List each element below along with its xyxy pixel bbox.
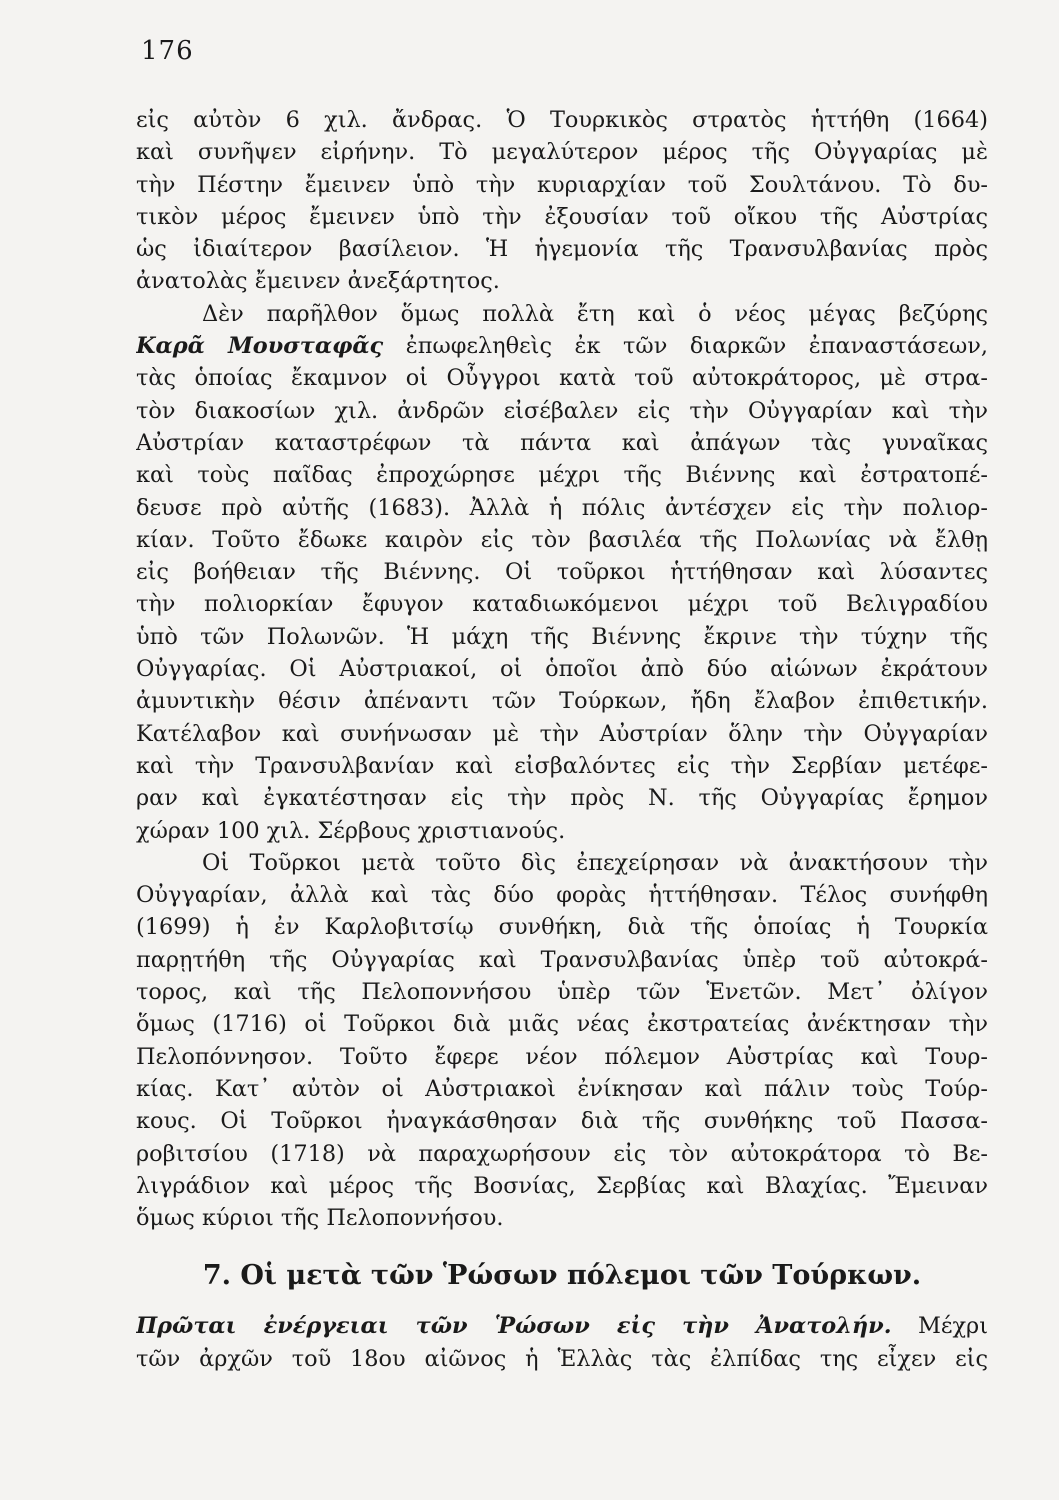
text-run: ἐπωφεληθεὶς ἐκ τῶν διαρκῶν ἐπαναστάσεων, (383, 333, 988, 360)
text-line: παρῃτήθη τῆς Οὐγγαρίας καὶ Τρανσυλβανίας ὑπὲρ τοῦ αὐτοκρά- (136, 946, 988, 973)
paragraph-hungary-peace (136, 104, 988, 298)
text-line: καὶ τοὺς παῖδας ἐπροχώρησε μέχρι τῆς Βιέννης καὶ ἐστρατοπέ- (136, 462, 988, 489)
text-line: λιγράδιον καὶ μέρος τῆς Βοσνίας, Σερβίας καὶ Βλαχίας. Ἔμειναν (136, 1172, 988, 1199)
text-line: ραν καὶ ἐγκατέστησαν εἰς τὴν πρὸς Ν. τῆς Οὐγγαρίας ἔρημον (136, 785, 988, 812)
text-line: εἰς αὐτὸν 6 χιλ. ἄνδρας. Ὁ Τουρκικὸς στρατὸς ἡττήθη (1664) (136, 107, 988, 133)
section-heading: 7. Οἱ μετὰ τῶν Ῥώσων πόλεμοι τῶν Τούρκων. (202, 1260, 922, 1292)
text-line: δευσε πρὸ αὐτῆς (1683). Ἀλλὰ ἡ πόλις ἀντέσχεν εἰς τὴν πολιορ- (136, 494, 988, 521)
paragraph-russian-actions (136, 1310, 988, 1375)
text-line (136, 330, 988, 362)
text-line: Πελοπόννησον. Τοῦτο ἔφερε νέον πόλεμον Αὐστρίας καὶ Τουρ- (136, 1043, 988, 1070)
text-line: ροβιτσίου (1718) νὰ παραχωρήσουν εἰς τὸν αὐτοκράτορα τὸ Βε- (136, 1140, 988, 1167)
text-line: Οὐγγαρίας. Οἱ Αὐστριακοί, οἱ ὁποῖοι ἀπὸ δύο αἰώνων ἐκράτουν (136, 656, 988, 683)
text-line: καὶ τὴν Τρανσυλβανίαν καὶ εἰσβαλόντες εἰς τὴν Σερβίαν μετέφε- (136, 752, 988, 779)
text-line: Δὲν παρῆλθον ὅμως πολλὰ ἔτη καὶ ὁ νέος μέγας βεζύρης (202, 300, 988, 327)
text-line: ἀμυντικὴν θέσιν ἀπέναντι τῶν Τούρκων, ἤδη ἔλαβον ἐπιθετικήν. (136, 688, 988, 715)
text-line: τὴν πολιορκίαν ἔφυγον καταδιωκόμενοι μέχρι τοῦ Βελιγραδίου (136, 591, 988, 618)
paragraph-subheading: Πρῶται ἐνέργειαι τῶν Ῥώσων εἰς τὴν Ἀνατολήν. (136, 1313, 892, 1340)
text-line: ὡς ἰδιαίτερον βασίλειον. Ἡ ἡγεμονία τῆς Τρανσυλβανίας πρὸς (136, 236, 988, 263)
page-number: 176 (141, 36, 194, 66)
text-line: (1699) ἡ ἐν Καρλοβιτσίῳ συνθήκη, διὰ τῆς ὁποίας ἡ Τουρκία (136, 914, 988, 941)
body-text (136, 104, 988, 1375)
text-line: τὴν Πέστην ἔμεινεν ὑπὸ τὴν κυριαρχίαν τοῦ Σουλτάνου. Τὸ δυ- (136, 171, 988, 198)
text-line: εἰς βοήθειαν τῆς Βιέννης. Οἱ τοῦρκοι ἡττήθησαν καὶ λύσαντες (136, 559, 988, 586)
text-line: ὅμως κύριοι τῆς Πελοποννήσου. (136, 1205, 504, 1232)
text-line: ὅμως (1716) οἱ Τοῦρκοι διὰ μιᾶς νέας ἐκστρατείας ἀνέκτησαν τὴν (136, 1011, 988, 1038)
text-line: τῶν ἀρχῶν τοῦ 18ου αἰῶνος ἡ Ἑλλὰς τὰς ἐλπίδας της εἶχεν εἰς (136, 1345, 988, 1372)
text-line: χώραν 100 χιλ. Σέρβους χριστιανούς. (136, 817, 566, 844)
text-line: ἀνατολὰς ἔμεινεν ἀνεξάρτητος. (136, 268, 500, 295)
text-line: τὰς ὁποίας ἔκαμνον οἱ Οὖγγροι κατὰ τοῦ αὐτοκράτορος, μὲ στρα- (136, 365, 988, 392)
paragraph-karlowitz-passarowitz (136, 847, 988, 1235)
text-line: τὸν διακοσίων χιλ. ἀνδρῶν εἰσέβαλεν εἰς τὴν Οὐγγαρίαν καὶ τὴν (136, 397, 988, 424)
text-line: κίας. Κατ᾿ αὐτὸν οἱ Αὐστριακοὶ ἐνίκησαν καὶ πάλιν τοὺς Τούρ- (136, 1075, 988, 1102)
text-line: ὑπὸ τῶν Πολωνῶν. Ἡ μάχη τῆς Βιέννης ἔκρινε τὴν τύχην τῆς (136, 623, 988, 650)
text-line: τορος, καὶ τῆς Πελοποννήσου ὑπὲρ τῶν Ἑνετῶν. Μετ᾿ ὀλίγον (136, 979, 988, 1006)
text-line: Κατέλαβον καὶ συνήνωσαν μὲ τὴν Αὐστρίαν ὅλην τὴν Οὐγγαρίαν (136, 720, 988, 747)
emphasized-name: Καρᾶ Μουσταφᾶς (136, 333, 384, 360)
text-line (136, 1310, 988, 1342)
text-run: Μέχρι (891, 1313, 988, 1340)
text-line: καὶ συνῆψεν εἰρήνην. Τὸ μεγαλύτερον μέρος τῆς Οὐγγαρίας μὲ (136, 139, 988, 166)
text-line: κίαν. Τοῦτο ἔδωκε καιρὸν εἰς τὸν βασιλέα τῆς Πολωνίας νὰ ἔλθῃ (136, 526, 988, 553)
paragraph-kara-mustafa (136, 298, 988, 847)
text-line: Οἱ Τοῦρκοι μετὰ τοῦτο δὶς ἐπεχείρησαν νὰ ἀνακτήσουν τὴν (202, 849, 988, 876)
text-line: Αὐστρίαν καταστρέφων τὰ πάντα καὶ ἀπάγων τὰς γυναῖκας (136, 429, 988, 456)
text-line: τικὸν μέρος ἔμεινεν ὑπὸ τὴν ἐξουσίαν τοῦ οἴκου τῆς Αὐστρίας (136, 203, 988, 230)
text-line: κους. Οἱ Τοῦρκοι ἠναγκάσθησαν διὰ τῆς συνθήκης τοῦ Πασσα- (136, 1108, 988, 1135)
text-line: Οὐγγαρίαν, ἀλλὰ καὶ τὰς δύο φορὰς ἡττήθησαν. Τέλος συνήφθη (136, 882, 988, 909)
